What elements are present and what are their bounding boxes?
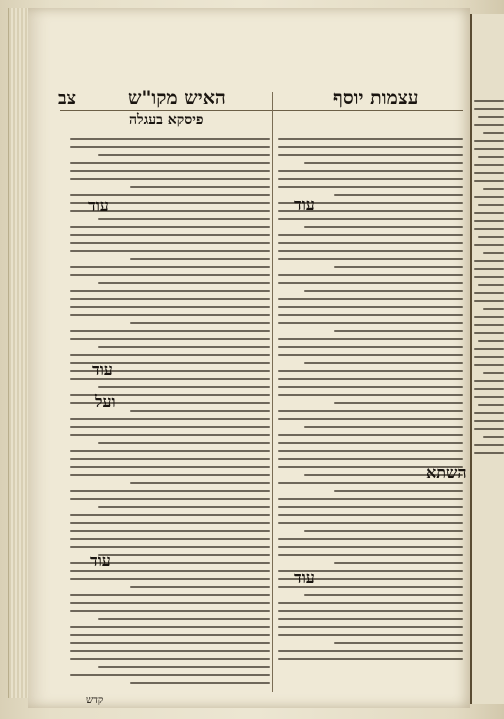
running-title-right: עצמות יוסף (333, 87, 419, 109)
section-heading: ועל (95, 392, 116, 411)
catchword: קדש (86, 695, 104, 706)
section-subtitle: פיסקא בעגלה (129, 112, 204, 128)
section-heading: עוד (294, 195, 315, 214)
section-heading: עוד (92, 360, 113, 379)
header-rule (60, 110, 463, 111)
section-heading: עוד (90, 551, 111, 570)
running-title-left: האיש מקו"ש (128, 87, 226, 109)
page-number: צב (58, 88, 77, 109)
text-column-left (70, 132, 270, 701)
section-heading: עוד (294, 568, 315, 587)
facing-page-fragment (470, 14, 504, 704)
column-divider (272, 92, 273, 692)
section-heading: השתא (426, 463, 467, 482)
facing-page-text (474, 94, 504, 460)
text-column-right (278, 132, 463, 701)
section-heading: עוד (88, 196, 109, 215)
